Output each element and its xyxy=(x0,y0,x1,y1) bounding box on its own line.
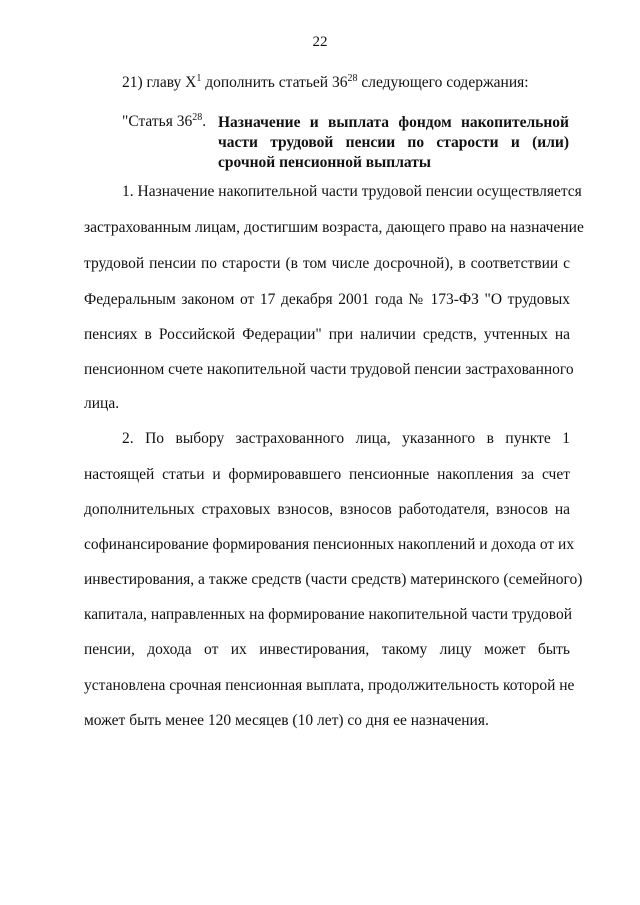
article-title-line: части трудовой пенсии по старости и (или) xyxy=(218,134,569,151)
intro-prefix: 21) главу X xyxy=(122,74,197,91)
intro-superscript-2: 28 xyxy=(347,73,358,84)
paragraph-1-line: 1. Назначение накопительной части трудовой пенсии осуществляется xyxy=(122,183,582,200)
paragraph-2-line: инвестирования, а также средств (части средств) материнского (семейного) xyxy=(84,571,583,588)
paragraph-1-line: трудовой пенсии по старости (в том числе досрочной), в соответствии с xyxy=(84,255,570,272)
paragraph-1-line: Федеральным законом от 17 декабря 2001 года № 173-ФЗ "О трудовых xyxy=(84,291,570,308)
article-title-line: срочной пенсионной выплаты xyxy=(218,154,431,171)
paragraph-2-line: капитала, направленных на формирование накопительной части трудовой xyxy=(84,606,573,623)
paragraph-1-line: пенсионном счете накопительной части трудовой пенсии застрахованного xyxy=(84,361,574,378)
page-number: 22 xyxy=(312,34,328,50)
paragraph-1-line: застрахованным лицам, достигшим возраста, дающего право на назначение xyxy=(84,219,584,236)
article-title-line: Назначение и выплата фондом накопительной xyxy=(218,114,569,131)
paragraph-2-line: установлена срочная пенсионная выплата, продолжительность которой не xyxy=(84,677,575,694)
paragraph-1-line: пенсиях в Российской Федерации" при наличии средств, учтенных на xyxy=(84,326,570,343)
paragraph-2-line: софинансирование формирования пенсионных накоплений и дохода от их xyxy=(84,536,575,553)
intro-superscript-1: 1 xyxy=(196,73,202,84)
intro-suffix: следующего содержания: xyxy=(357,74,529,91)
paragraph-2-line: 2. По выбору застрахованного лица, указанного в пункте 1 xyxy=(122,430,570,447)
paragraph-2-line: настоящей статьи и формировавшего пенсионные накопления за счет xyxy=(84,466,570,483)
paragraph-1-line: лица. xyxy=(84,395,120,412)
intro-middle: дополнить статьей 36 xyxy=(201,74,348,91)
article-label xyxy=(122,113,206,131)
paragraph-2-line: дополнительных страховых взносов, взносов работодателя, взносов на xyxy=(84,501,570,518)
article-label-prefix: "Статья 36 xyxy=(122,113,193,130)
amendment-intro xyxy=(122,74,529,92)
article-label-superscript: 28 xyxy=(192,112,203,123)
paragraph-2-line: может быть менее 120 месяцев (10 лет) со дня ее назначения. xyxy=(84,712,489,729)
paragraph-2-line: пенсии, дохода от их инвестирования, такому лицу может быть xyxy=(84,641,570,658)
article-label-suffix: . xyxy=(202,113,207,130)
article-title xyxy=(218,113,569,173)
